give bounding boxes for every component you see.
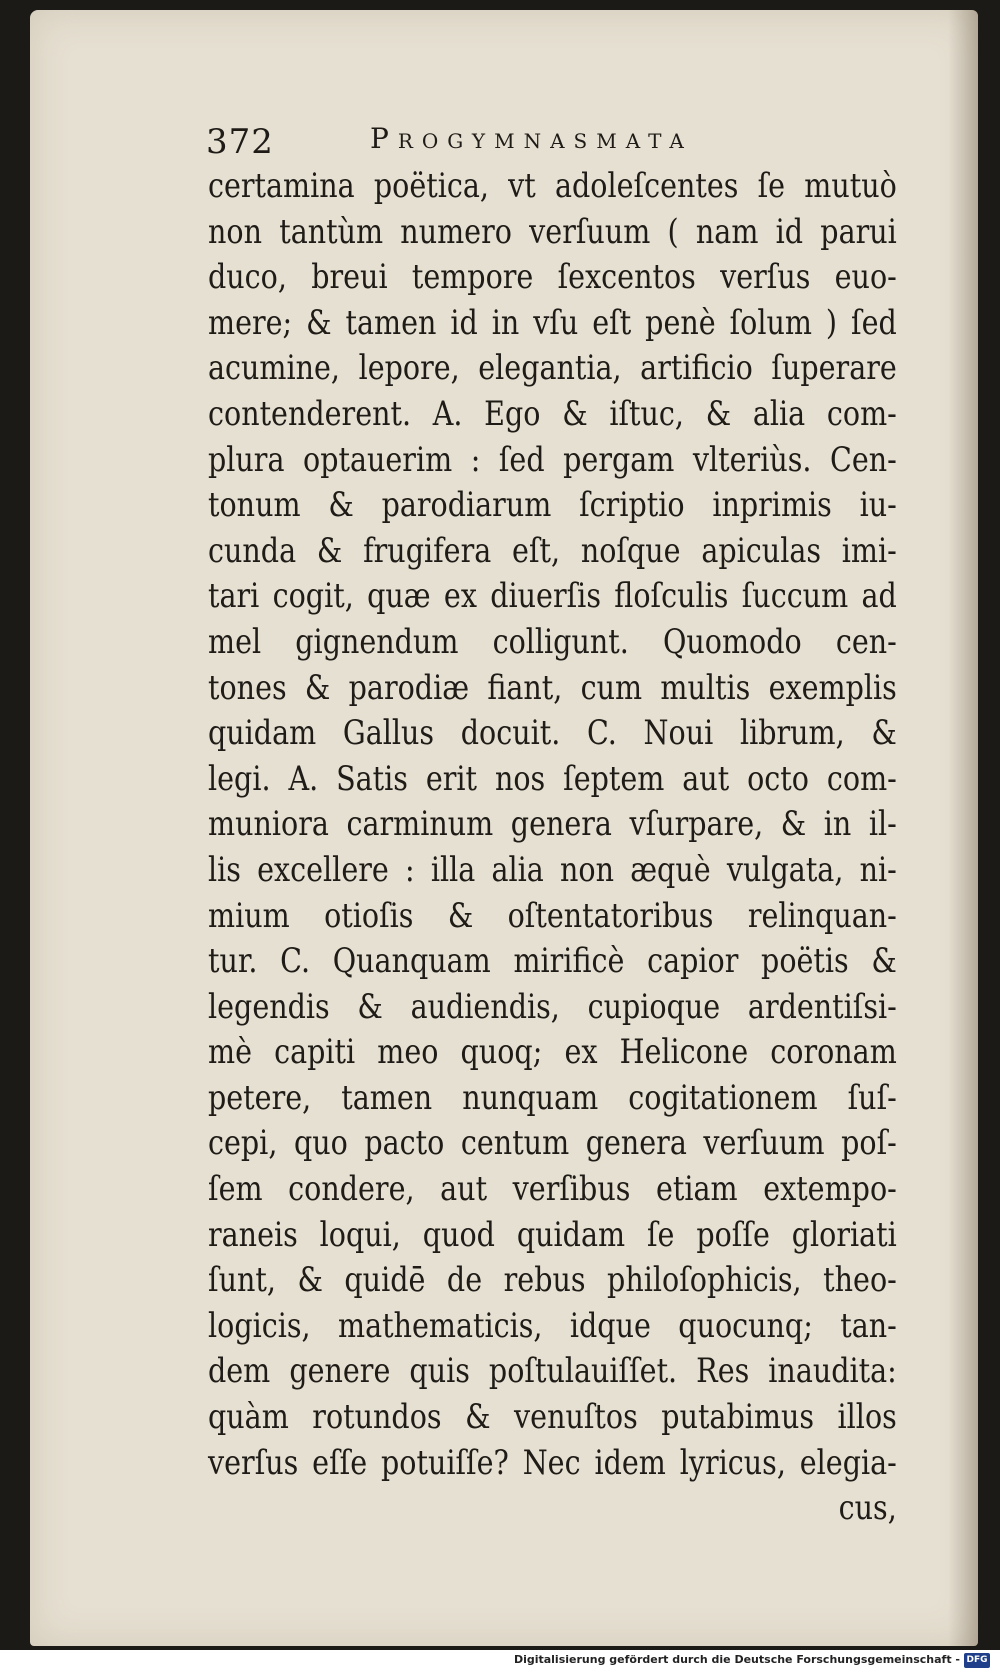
text-line: mium otioſis & oſtentatoribus relinquan-	[208, 895, 897, 936]
text-line: mè capiti meo quoq; ex Helicone coronam	[208, 1032, 897, 1073]
text-line: legi. A. Satis erit nos ſeptem aut octo com-	[208, 758, 897, 799]
text-line: verſus eſſe potuiſſe? Nec idem lyricus, elegia-	[208, 1442, 897, 1483]
text-line: tones & parodiæ fiant, cum multis exemplis	[208, 667, 897, 708]
text-line: certamina poëtica, vt adoleſcentes ſe mutuò	[208, 166, 897, 206]
text-line: logicis, mathematicis, idque quocunq; tan-	[208, 1305, 897, 1346]
text-line: muniora carminum genera vſurpare, & in il-	[208, 804, 897, 845]
text-line: duco, breui tempore ſexcentos verſus euo-	[208, 257, 897, 298]
digitization-footer	[0, 1650, 1000, 1672]
text-line: ſem condere, aut verſibus etiam extempo-	[208, 1169, 897, 1210]
text-line: ſunt, & quidē de rebus philoſophicis, theo-	[208, 1260, 897, 1301]
text-line: tari cogit, quæ ex diuerſis floſculis ſuccum ad	[208, 576, 897, 617]
text-line: plura optauerim : ſed pergam vlteriùs. Cen-	[208, 439, 897, 480]
text-line: mel gignendum colligunt. Quomodo cen-	[208, 621, 897, 662]
funding-credit: Digitalisierung gefördert durch die Deutsche Forschungsgemeinschaft -	[513, 1653, 960, 1666]
text-line: tonum & parodiarum ſcriptio inprimis iu-	[208, 485, 897, 526]
body-text	[208, 164, 968, 1532]
dfg-logo: DFG	[964, 1653, 990, 1668]
page-number: 372	[206, 122, 274, 162]
text-line: dem genere quis poſtulauiſſet. Res inaudita:	[208, 1351, 897, 1392]
text-line: contenderent. A. Ego & iſtuc, & alia com-	[208, 393, 897, 434]
text-line: quidam Gallus docuit. C. Noui librum, &	[208, 713, 897, 754]
text-line: cepi, quo pacto centum genera verſuum poſ-	[208, 1123, 897, 1164]
running-title: Progymnasmata	[370, 122, 693, 155]
text-line: lis excellere : illa alia non æquè vulgata, ni-	[208, 849, 897, 890]
catchword: cus,	[838, 1488, 897, 1529]
text-line: mere; & tamen id in vſu eſt penè ſolum ) ſed	[208, 302, 897, 343]
text-line: non tantùm numero verſuum ( nam id parui	[208, 211, 897, 252]
text-line: acumine, lepore, elegantia, artificio ſuperare	[208, 348, 897, 389]
text-line: raneis loqui, quod quidam ſe poſſe gloriati	[208, 1214, 897, 1255]
text-line: tur. C. Quanquam mirificè capior poëtis &	[208, 941, 897, 982]
text-line: legendis & audiendis, cupioque ardentiſsi-	[208, 986, 897, 1027]
page-header	[206, 120, 766, 162]
text-line: petere, tamen nunquam cogitationem ſuſ-	[208, 1077, 897, 1118]
text-line: cunda & frugifera eſt, noſque apiculas imi-	[208, 530, 897, 571]
text-line: quàm rotundos & venuſtos putabimus illos	[208, 1397, 897, 1438]
